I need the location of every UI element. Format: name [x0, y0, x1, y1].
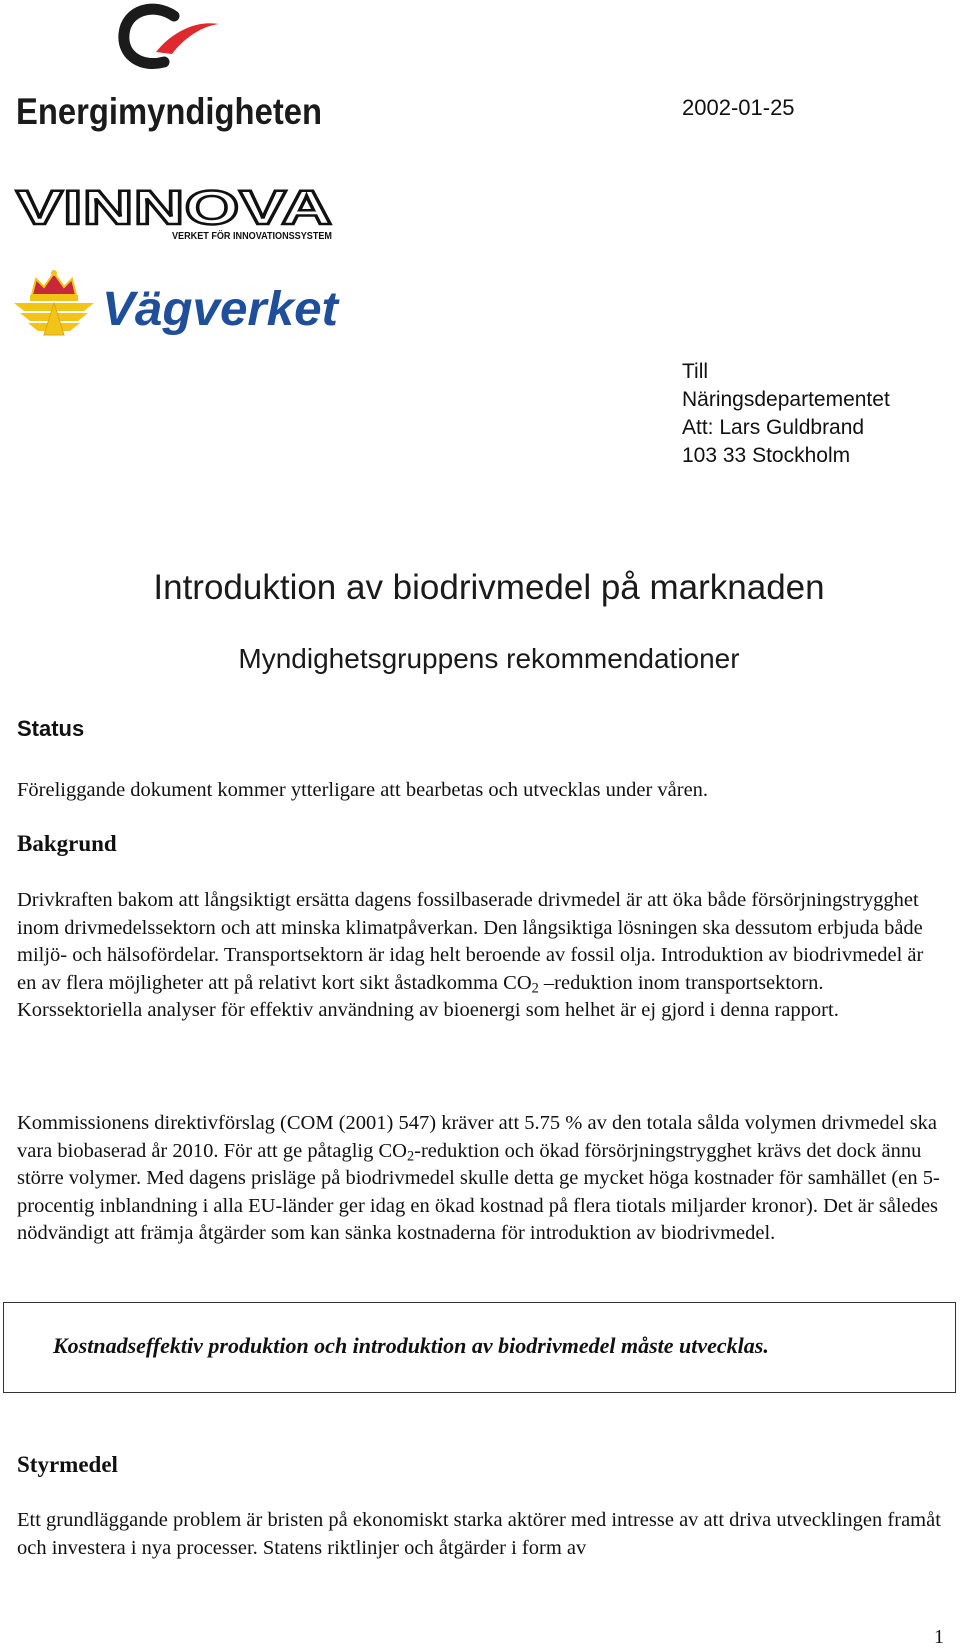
vinnova-wordmark: VINNOVA — [16, 182, 332, 235]
styrmedel-heading: Styrmedel — [17, 1452, 118, 1477]
vinnova-logo — [16, 182, 349, 244]
callout-text: Kostnadseffektiv produktion och introduktion av biodrivmedel måste utvecklas. — [53, 1333, 769, 1358]
bakgrund-p1-text-a: Drivkraften bakom att långsiktigt ersätta dagens fossilbaserade drivmedel är att öka både försörjningstrygghet inom drivmedelssektorn och att minska klimatpåverkan. Den långsiktiga lösningen ska dessutom erbjuda både miljö- och hälsofördelar. Transportsektorn är idag helt beroende av fossil olja. Introduktion av biodrivmedel är en av flera möjligheter att på relativt kort sikt åstadkomma CO — [17, 889, 924, 994]
bakgrund-p2-subscript: 2 — [406, 1148, 415, 1165]
bakgrund-p1-text-b: –reduktion inom transportsektorn. Korssektoriella analyser för effektiv användning av bioenergi som helhet är ej gjord i denna rapport. — [17, 971, 839, 1021]
page-number: 1 — [934, 1626, 944, 1648]
recipient-address — [682, 358, 890, 470]
address-line-city: 103 33 Stockholm — [682, 444, 851, 467]
document-date: 2002-01-25 — [682, 95, 795, 120]
energimyndigheten-logo — [14, 2, 324, 137]
status-text: Föreliggande dokument kommer ytterligare att bearbetas och utvecklas under våren. — [17, 779, 709, 801]
vagverket-logo — [14, 265, 342, 347]
address-line-attention: Att: Lars Guldbrand — [682, 416, 865, 439]
bakgrund-paragraph-2 — [17, 1110, 947, 1248]
styrmedel-paragraph: Ett grundläggande problem är bristen på ekonomiskt starka aktörer med intresse av att driva utvecklingen framåt och investera i nya processer. Statens riktlinjer och åtgärder i form av — [17, 1509, 941, 1559]
vagverket-wordmark: Vägverket — [102, 283, 341, 336]
bakgrund-paragraph-1 — [17, 887, 947, 1025]
document-subtitle: Myndighetsgruppens rekommendationer — [238, 643, 740, 674]
vinnova-tagline: VERKET FÖR INNOVATIONSSYSTEM — [172, 231, 349, 242]
bakgrund-p2-text-a: Kommissionens direktivförslag (COM (2001) 547) kräver att 5.75 % av den totala sålda volymen drivmedel ska vara biobaserad år 2010. För att ge påtaglig CO — [17, 1112, 938, 1162]
bakgrund-heading: Bakgrund — [17, 831, 117, 856]
bakgrund-p1-subscript: 2 — [531, 980, 539, 997]
vinnova-emblem-icon — [16, 182, 349, 244]
callout-box — [3, 1302, 956, 1393]
energimyndigheten-emblem-icon — [14, 2, 324, 137]
status-heading: Status — [17, 716, 85, 741]
bakgrund-p2-text-b: -reduktion och ökad försörjningstrygghet krävs det dock ännu större volymer. Med dagens prisläge på biodrivmedel skulle detta ge mycket höga kostnader för samhället (en 5-procentig inblandning i alla EU-länder ger idag en ökad kostnad på flera tiotals miljarder kronor). Det är således nödvändigt att främja åtgärder som kan sänka kostnaderna för introduktion av biodrivmedel. — [17, 1139, 940, 1244]
energimyndigheten-wordmark: Energimyndigheten — [16, 91, 322, 132]
vagverket-emblem-icon — [14, 265, 342, 347]
address-line-to: Till — [682, 360, 709, 383]
address-line-department: Näringsdepartementet — [682, 388, 890, 411]
document-title: Introduktion av biodrivmedel på marknaden — [153, 568, 825, 607]
